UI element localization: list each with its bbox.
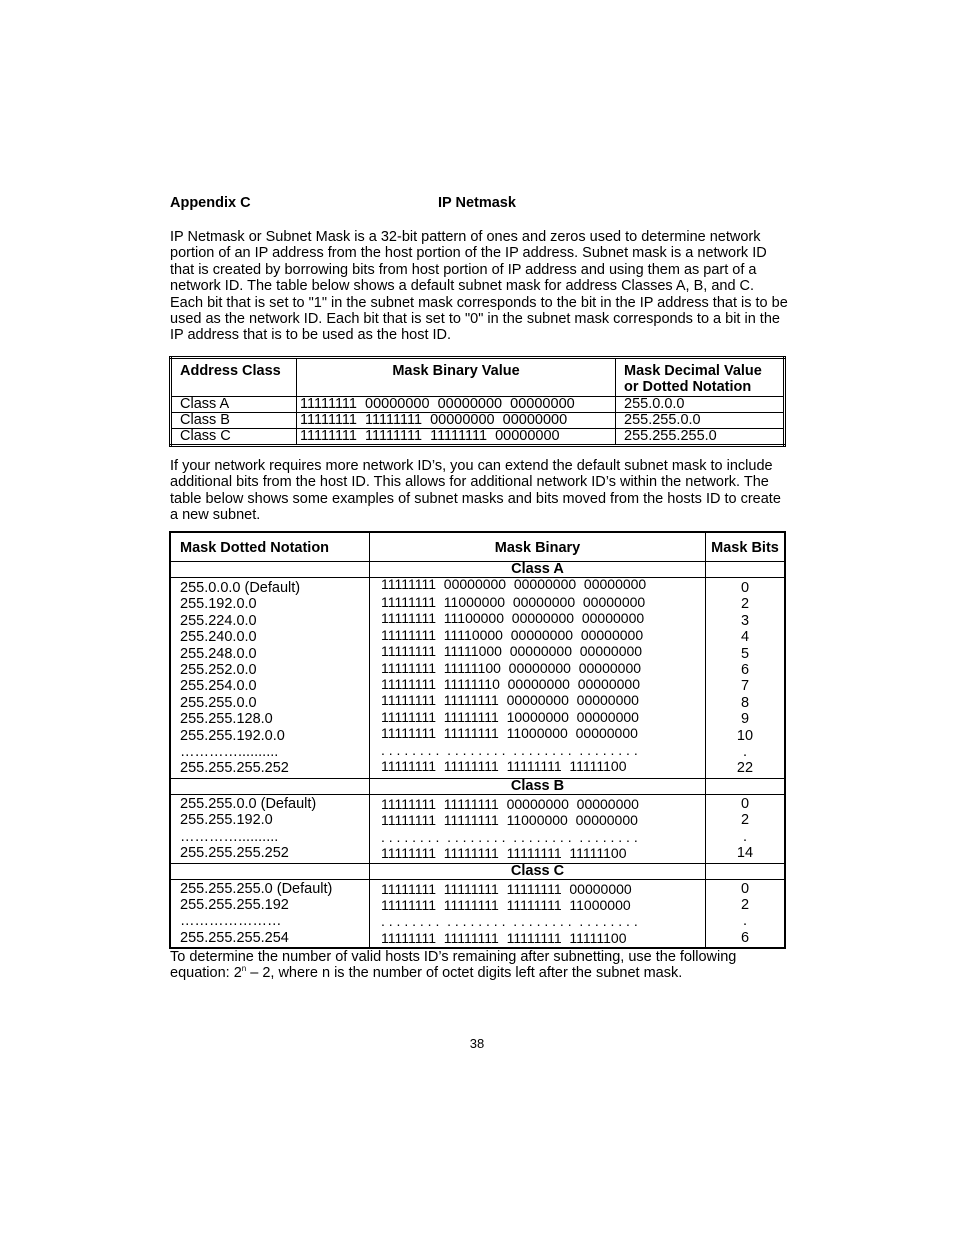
list-item: 255.255.255.252 bbox=[180, 845, 289, 862]
list-item: . bbox=[742, 744, 748, 761]
middle-paragraph: If your network requires more network ID’s, you can extend the default subnet mask to include additional bits from the host ID. This allows for additional network ID’s within the network. The table below shows some examples of subnet masks and bits moved from the hosts ID to create a new subnet. bbox=[170, 458, 781, 524]
mask-decimal-cell: 255.0.0.0 bbox=[616, 397, 785, 413]
list-item: 4 bbox=[740, 629, 750, 646]
appendix-label: Appendix C bbox=[170, 195, 251, 211]
list-item: 3 bbox=[740, 612, 750, 629]
subnet-examples-table bbox=[169, 531, 786, 949]
table-row bbox=[171, 413, 785, 429]
list-item: 255.255.192.0.0 bbox=[180, 727, 285, 744]
class-b-bits bbox=[706, 794, 786, 863]
class-c-binary bbox=[370, 879, 706, 948]
table-row bbox=[171, 429, 785, 446]
class-a-binary bbox=[370, 578, 706, 779]
list-item: 6 bbox=[740, 662, 750, 679]
class-a-body bbox=[170, 578, 785, 779]
mask-dotted-header: Mask Dotted Notation bbox=[170, 532, 370, 562]
list-item: 2 bbox=[740, 596, 750, 613]
class-c-label: Class C bbox=[370, 863, 706, 879]
mask-binary-cell: 11111111 00000000 00000000 00000000 bbox=[297, 397, 616, 413]
list-item: 11111111 00000000 00000000 00000000 bbox=[381, 576, 647, 592]
address-class-cell: Class A bbox=[171, 397, 297, 413]
list-item: . . . . . . . . . . . . . . . . . . . . . . . . . . . . . . . . bbox=[381, 741, 638, 758]
list-item: 11111111 11000000 00000000 00000000 bbox=[381, 594, 646, 610]
list-item: 255.255.255.0 (Default) bbox=[180, 880, 333, 897]
mask-bits-header: Mask Bits bbox=[706, 532, 786, 562]
list-item: 255.255.255.254 bbox=[180, 929, 289, 946]
list-item: 7 bbox=[740, 678, 750, 695]
list-item: 11111111 11111111 10000000 00000000 bbox=[381, 708, 639, 725]
list-item: 22 bbox=[736, 760, 754, 777]
list-item: 11111111 11111111 11111111 11000000 bbox=[381, 896, 631, 913]
class-b-label: Class B bbox=[370, 778, 706, 794]
class-b-dotted bbox=[170, 794, 370, 863]
address-class-cell: Class B bbox=[171, 413, 297, 429]
list-item: 255.252.0.0 bbox=[180, 662, 257, 679]
list-item: . bbox=[742, 913, 748, 930]
list-item: 6 bbox=[740, 929, 750, 946]
list-item: 11111111 11111111 11000000 00000000 bbox=[381, 812, 638, 829]
list-item: ………….......... bbox=[180, 828, 279, 845]
list-item: 11111111 11110000 00000000 00000000 bbox=[381, 626, 644, 643]
list-item: 2 bbox=[740, 812, 750, 829]
mask-binary-cell: 11111111 11111111 00000000 00000000 bbox=[297, 413, 616, 429]
list-item: 2 bbox=[740, 896, 750, 913]
equation-paragraph bbox=[170, 949, 790, 982]
mask-binary-value-header: Mask Binary Value bbox=[297, 358, 616, 397]
list-item: . bbox=[742, 828, 748, 845]
list-item: 255.255.0.0 (Default) bbox=[180, 795, 317, 812]
class-c-bits bbox=[706, 879, 786, 948]
mask-binary-cell: 11111111 11111111 11111111 00000000 bbox=[297, 429, 616, 446]
list-item: . . . . . . . . . . . . . . . . . . . . . . . . . . . . . . . . bbox=[381, 828, 638, 845]
class-c-row bbox=[170, 863, 785, 879]
list-item: 255.192.0.0 bbox=[180, 596, 257, 613]
list-item: 11111111 11111111 00000000 00000000 bbox=[381, 795, 639, 812]
equation-text-after: – 2, where n is the number of octet digits left after the subnet mask. bbox=[246, 965, 683, 982]
equation-exponent: n bbox=[241, 964, 247, 974]
list-item: 8 bbox=[740, 694, 750, 711]
class-a-dotted bbox=[170, 578, 370, 779]
class-a-label: Class A bbox=[370, 562, 706, 578]
list-item: ………………… bbox=[180, 913, 282, 930]
list-item: 11111111 11111110 00000000 00000000 bbox=[381, 676, 640, 693]
list-item: 11111111 11100000 00000000 00000000 bbox=[381, 610, 645, 627]
list-item: 14 bbox=[736, 845, 754, 862]
list-item: 11111111 11111111 11111111 00000000 bbox=[381, 880, 632, 897]
mask-decimal-cell: 255.255.0.0 bbox=[616, 413, 785, 429]
equation-text-before: To determine the number of valid hosts ID’s remaining after subnetting, use the following equation: 2 bbox=[170, 949, 737, 982]
list-item: . . . . . . . . . . . . . . . . . . . . . . . . . . . . . . . . bbox=[381, 913, 638, 930]
list-item: 0 bbox=[740, 580, 750, 596]
class-b-row bbox=[170, 778, 785, 794]
mask-decimal-cell: 255.255.255.0 bbox=[616, 429, 785, 446]
class-c-body bbox=[170, 879, 785, 948]
list-item: 255.224.0.0 bbox=[180, 612, 257, 629]
list-item: 11111111 11111111 11111111 11111100 bbox=[381, 758, 627, 775]
page-number: 38 bbox=[469, 1036, 485, 1051]
list-item: 255.255.128.0 bbox=[180, 711, 273, 728]
class-b-binary bbox=[370, 794, 706, 863]
list-item: 0 bbox=[740, 795, 750, 812]
class-b-body bbox=[170, 794, 785, 863]
list-item: 11111111 11111111 00000000 00000000 bbox=[381, 692, 639, 709]
address-class-cell: Class C bbox=[171, 429, 297, 446]
list-item: 11111111 11111111 11000000 00000000 bbox=[381, 725, 638, 742]
class-c-dotted bbox=[170, 879, 370, 948]
list-item: 255.248.0.0 bbox=[180, 645, 257, 662]
list-item: 255.254.0.0 bbox=[180, 678, 257, 695]
list-item: 255.240.0.0 bbox=[180, 629, 257, 646]
mask-decimal-header: Mask Decimal Value or Dotted Notation bbox=[616, 358, 785, 397]
list-item: 255.255.0.0 bbox=[180, 694, 257, 711]
list-item: 11111111 11111111 11111111 11111100 bbox=[381, 845, 627, 862]
list-item: 255.0.0.0 (Default) bbox=[180, 580, 301, 596]
list-item: 255.255.192.0 bbox=[180, 812, 273, 829]
list-item: 0 bbox=[740, 880, 750, 897]
list-item: 11111111 11111000 00000000 00000000 bbox=[381, 643, 643, 660]
list-item: 10 bbox=[736, 727, 754, 744]
list-item: 11111111 11111100 00000000 00000000 bbox=[381, 659, 642, 676]
class-a-bits bbox=[706, 578, 786, 779]
list-item: 11111111 11111111 11111111 11111100 bbox=[381, 929, 627, 946]
list-item: 9 bbox=[740, 711, 750, 728]
intro-paragraph: IP Netmask or Subnet Mask is a 32-bit pattern of ones and zeros used to determine network portion of an IP address from the host portion of the IP address. Subnet mask is a network ID that is created by borrowing bits from host portion of IP address and using them as part of a network ID. The table below shows a default subnet mask for address Classes A, B, and C. Each bit that is set to "1" in the subnet mask corresponds to the bit in the IP address that is to be used as the network ID. Each bit that is set to "0" in the subnet mask corresponds to a bit in the IP address that is to be used as the host ID. bbox=[170, 229, 788, 344]
default-mask-table bbox=[169, 356, 786, 447]
address-class-header: Address Class bbox=[171, 358, 297, 397]
list-item: 255.255.255.192 bbox=[180, 896, 289, 913]
mask-binary-header: Mask Binary bbox=[370, 532, 706, 562]
table-row bbox=[171, 397, 785, 413]
list-item: 255.255.255.252 bbox=[180, 760, 289, 777]
page-title: IP Netmask bbox=[438, 195, 516, 211]
list-item: 5 bbox=[740, 645, 750, 662]
list-item: ………….......... bbox=[180, 744, 279, 761]
